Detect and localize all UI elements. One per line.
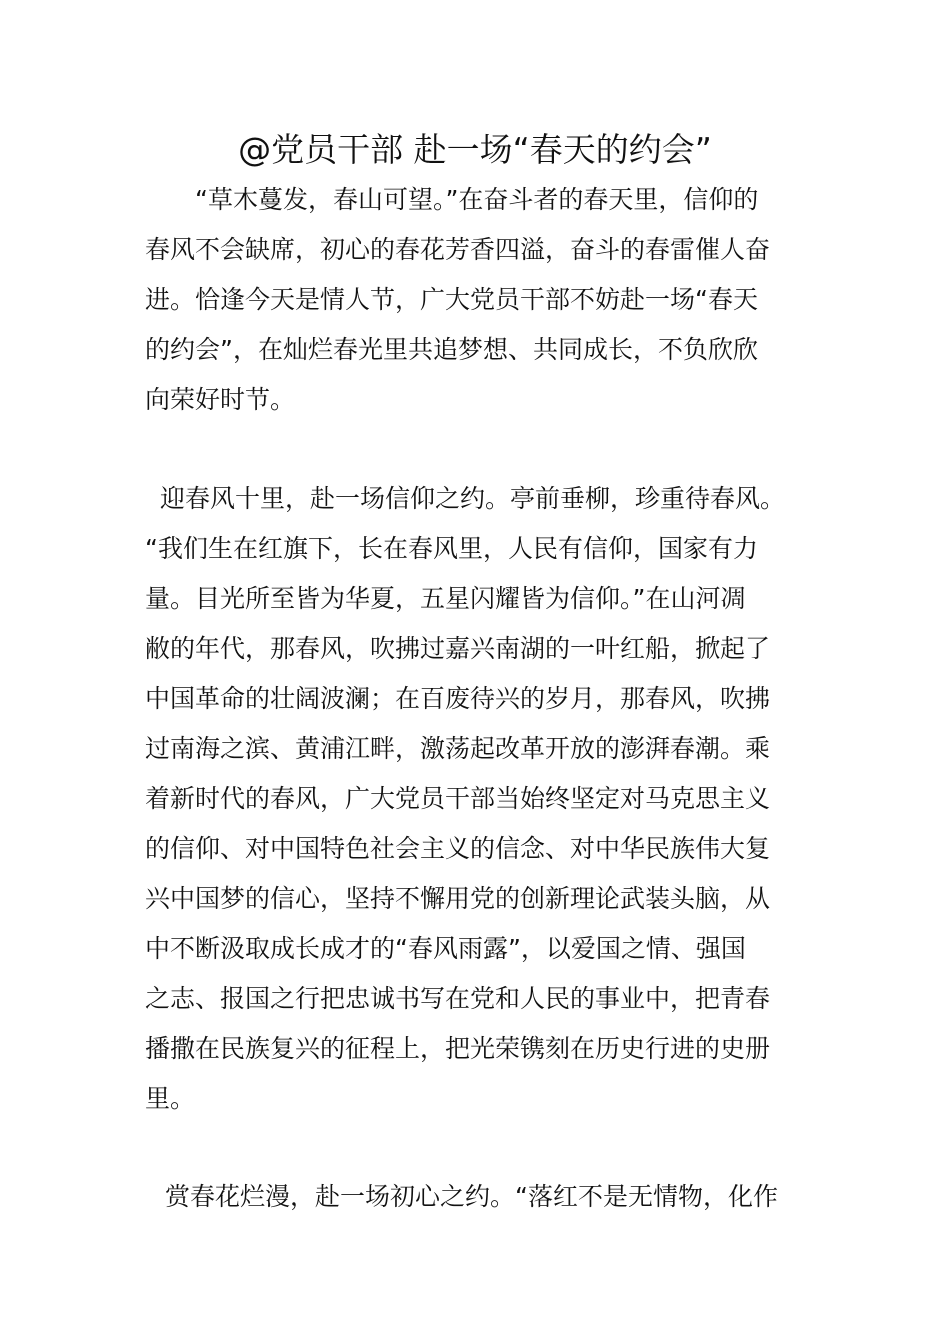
paragraph-line: 进。恰逢今天是情人节，广大党员干部不妨赴一场“春天: [145, 285, 758, 314]
paragraph-line: 中不断汲取成长成才的“春风雨露”，以爱国之情、强国: [145, 934, 746, 963]
paragraph-line: 播撒在民族复兴的征程上，把光荣镌刻在历史行进的史册: [145, 1034, 771, 1063]
paragraph-line: 之志、报国之行把忠诚书写在党和人民的事业中，把青春: [145, 984, 771, 1013]
paragraph-line: 里。: [145, 1084, 196, 1113]
paragraph-line: 春风不会缺席，初心的春花芳香四溢，奋斗的春雷催人奋: [145, 235, 771, 264]
paragraph-line: 的约会”，在灿烂春光里共追梦想、共同成长，不负欣欣: [145, 335, 758, 364]
document-title: @党员干部 赴一场“春天的约会”: [238, 130, 712, 169]
paragraph-line: 量。目光所至皆为华夏，五星闪耀皆为信仰。”在山河凋: [145, 584, 746, 613]
paragraph-line: 赏春花烂漫，赴一场初心之约。“落红不是无情物，化作: [165, 1182, 778, 1211]
paragraph-line: 敝的年代，那春风，吹拂过嘉兴南湖的一叶红船，掀起了: [145, 634, 771, 663]
paragraph-line: “草木蔓发，春山可望。”在奋斗者的春天里，信仰的: [195, 185, 759, 214]
paragraph-line: 兴中国梦的信心，坚持不懈用党的创新理论武装头脑，从: [145, 884, 771, 913]
paragraph-line: 过南海之滨、黄浦江畔，激荡起改革开放的澎湃春潮。乘: [145, 734, 771, 763]
paragraph-line: 的信仰、对中国特色社会主义的信念、对中华民族伟大复: [145, 834, 771, 863]
paragraph-line: 中国革命的壮阔波澜；在百废待兴的岁月，那春风，吹拂: [145, 684, 771, 713]
paragraph-line: 向荣好时节。: [145, 385, 296, 414]
paragraph-line: “我们生在红旗下，长在春风里，人民有信仰，国家有力: [145, 534, 758, 563]
paragraph-line: 迎春风十里，赴一场信仰之约。亭前垂柳，珍重待春风。: [160, 484, 786, 513]
paragraph-line: 着新时代的春风，广大党员干部当始终坚定对马克思主义: [145, 784, 771, 813]
